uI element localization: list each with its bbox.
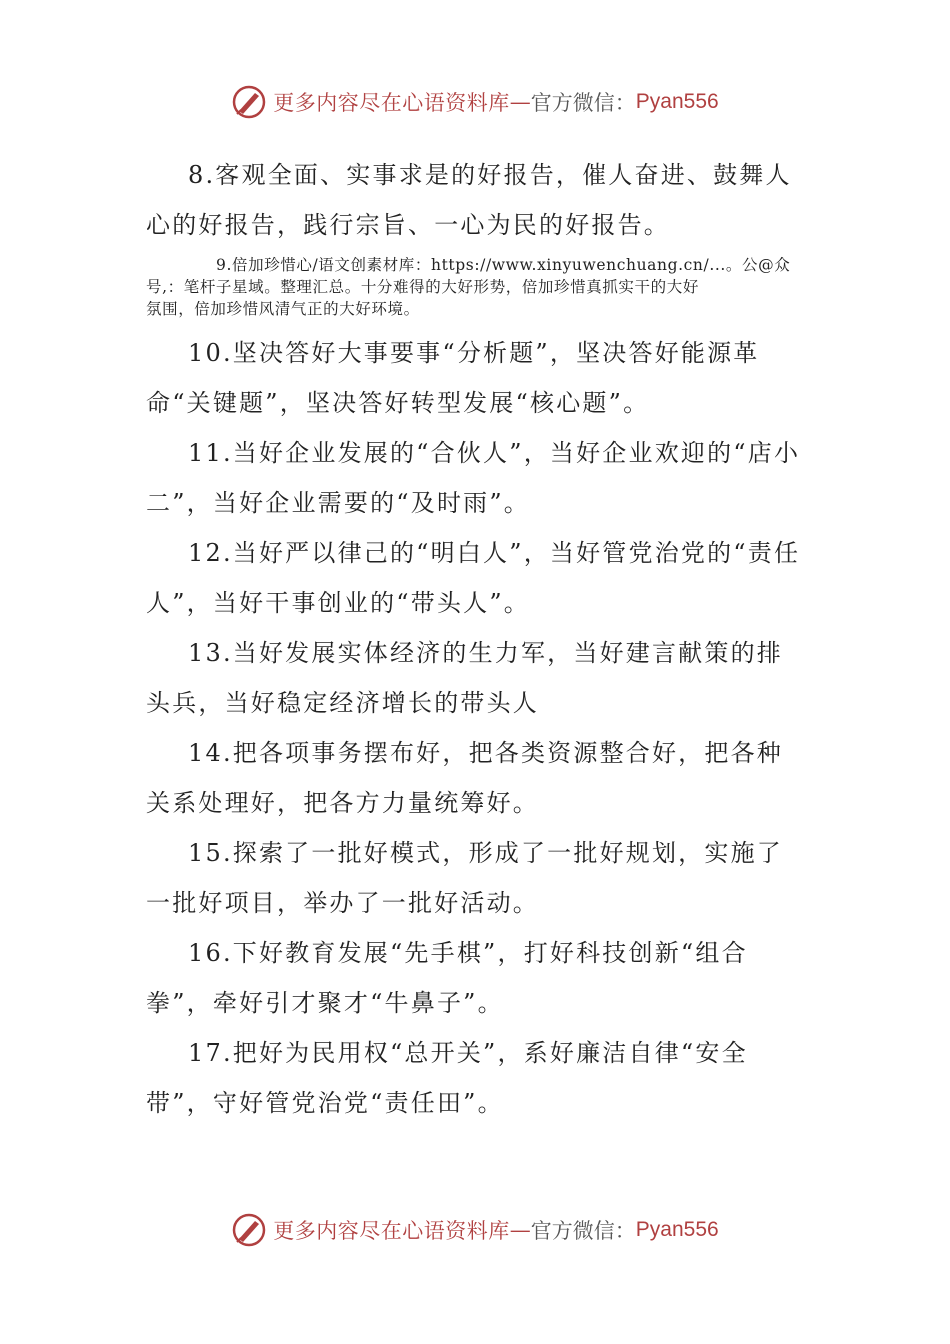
paragraph-11: 11.当好企业发展的“合伙人”，当好企业欢迎的“店小二”，当好企业需要的“及时雨”。 xyxy=(146,439,801,517)
banner-wechat-id: Pyan556 xyxy=(635,90,719,113)
footer-banner xyxy=(0,1210,950,1250)
banner-wechat-label: 官方微信： xyxy=(530,1219,636,1243)
source-note-line-1: 9.倍加珍惜心/语文创素材库：https://www.xinyuwenchuang.cn/...。公@众 xyxy=(216,256,791,274)
source-note-line-3: 氛围，倍加珍惜风清气正的大好环境。 xyxy=(146,300,420,318)
banner-wechat-id: Pyan556 xyxy=(635,1218,719,1241)
source-note-line-2: 号,：笔杆子星域。整理汇总。十分难得的大好形势，倍加珍惜真抓实干的大好 xyxy=(146,278,699,296)
paragraph-10: 10.坚决答好大事要事“分析题”，坚决答好能源革命“关键题”，坚决答好转型发展“核心题”。 xyxy=(146,339,760,417)
paragraph-17: 17.把好为民用权“总开关”，系好廉洁自律“安全带”，守好管党治党“责任田”。 xyxy=(146,1039,748,1117)
banner-wechat-label: 官方微信： xyxy=(530,91,636,115)
header-banner xyxy=(0,82,950,122)
banner-separator: — xyxy=(509,90,531,114)
paragraph-14: 14.把各项事务摆布好，把各类资源整合好，把各种关系处理好，把各方力量统筹好。 xyxy=(146,739,783,817)
paragraph-8: 8.客观全面、实事求是的好报告，催人奋进、鼓舞人心的好报告，践行宗旨、一心为民的好报告。 xyxy=(146,161,792,239)
paragraph-13: 13.当好发展实体经济的生力军，当好建言献策的排头兵，当好稳定经济增长的带头人 xyxy=(146,639,783,717)
banner-text: 更多内容尽在心语资料库 xyxy=(273,1219,510,1243)
paragraph-16: 16.下好教育发展“先手棋”，打好科技创新“组合拳”，牵好引才聚才“牛鼻子”。 xyxy=(146,939,748,1017)
pen-logo-icon xyxy=(231,1212,267,1248)
banner-separator: — xyxy=(509,1218,531,1242)
paragraph-15: 15.探索了一批好模式，形成了一批好规划，实施了一批好项目，举办了一批好活动。 xyxy=(146,839,783,917)
banner-text: 更多内容尽在心语资料库 xyxy=(273,91,510,115)
source-note xyxy=(146,254,806,320)
document-body xyxy=(146,150,806,1128)
pen-logo-icon xyxy=(231,84,267,120)
paragraph-12: 12.当好严以律己的“明白人”，当好管党治党的“责任人”，当好干事创业的“带头人”。 xyxy=(146,539,801,617)
